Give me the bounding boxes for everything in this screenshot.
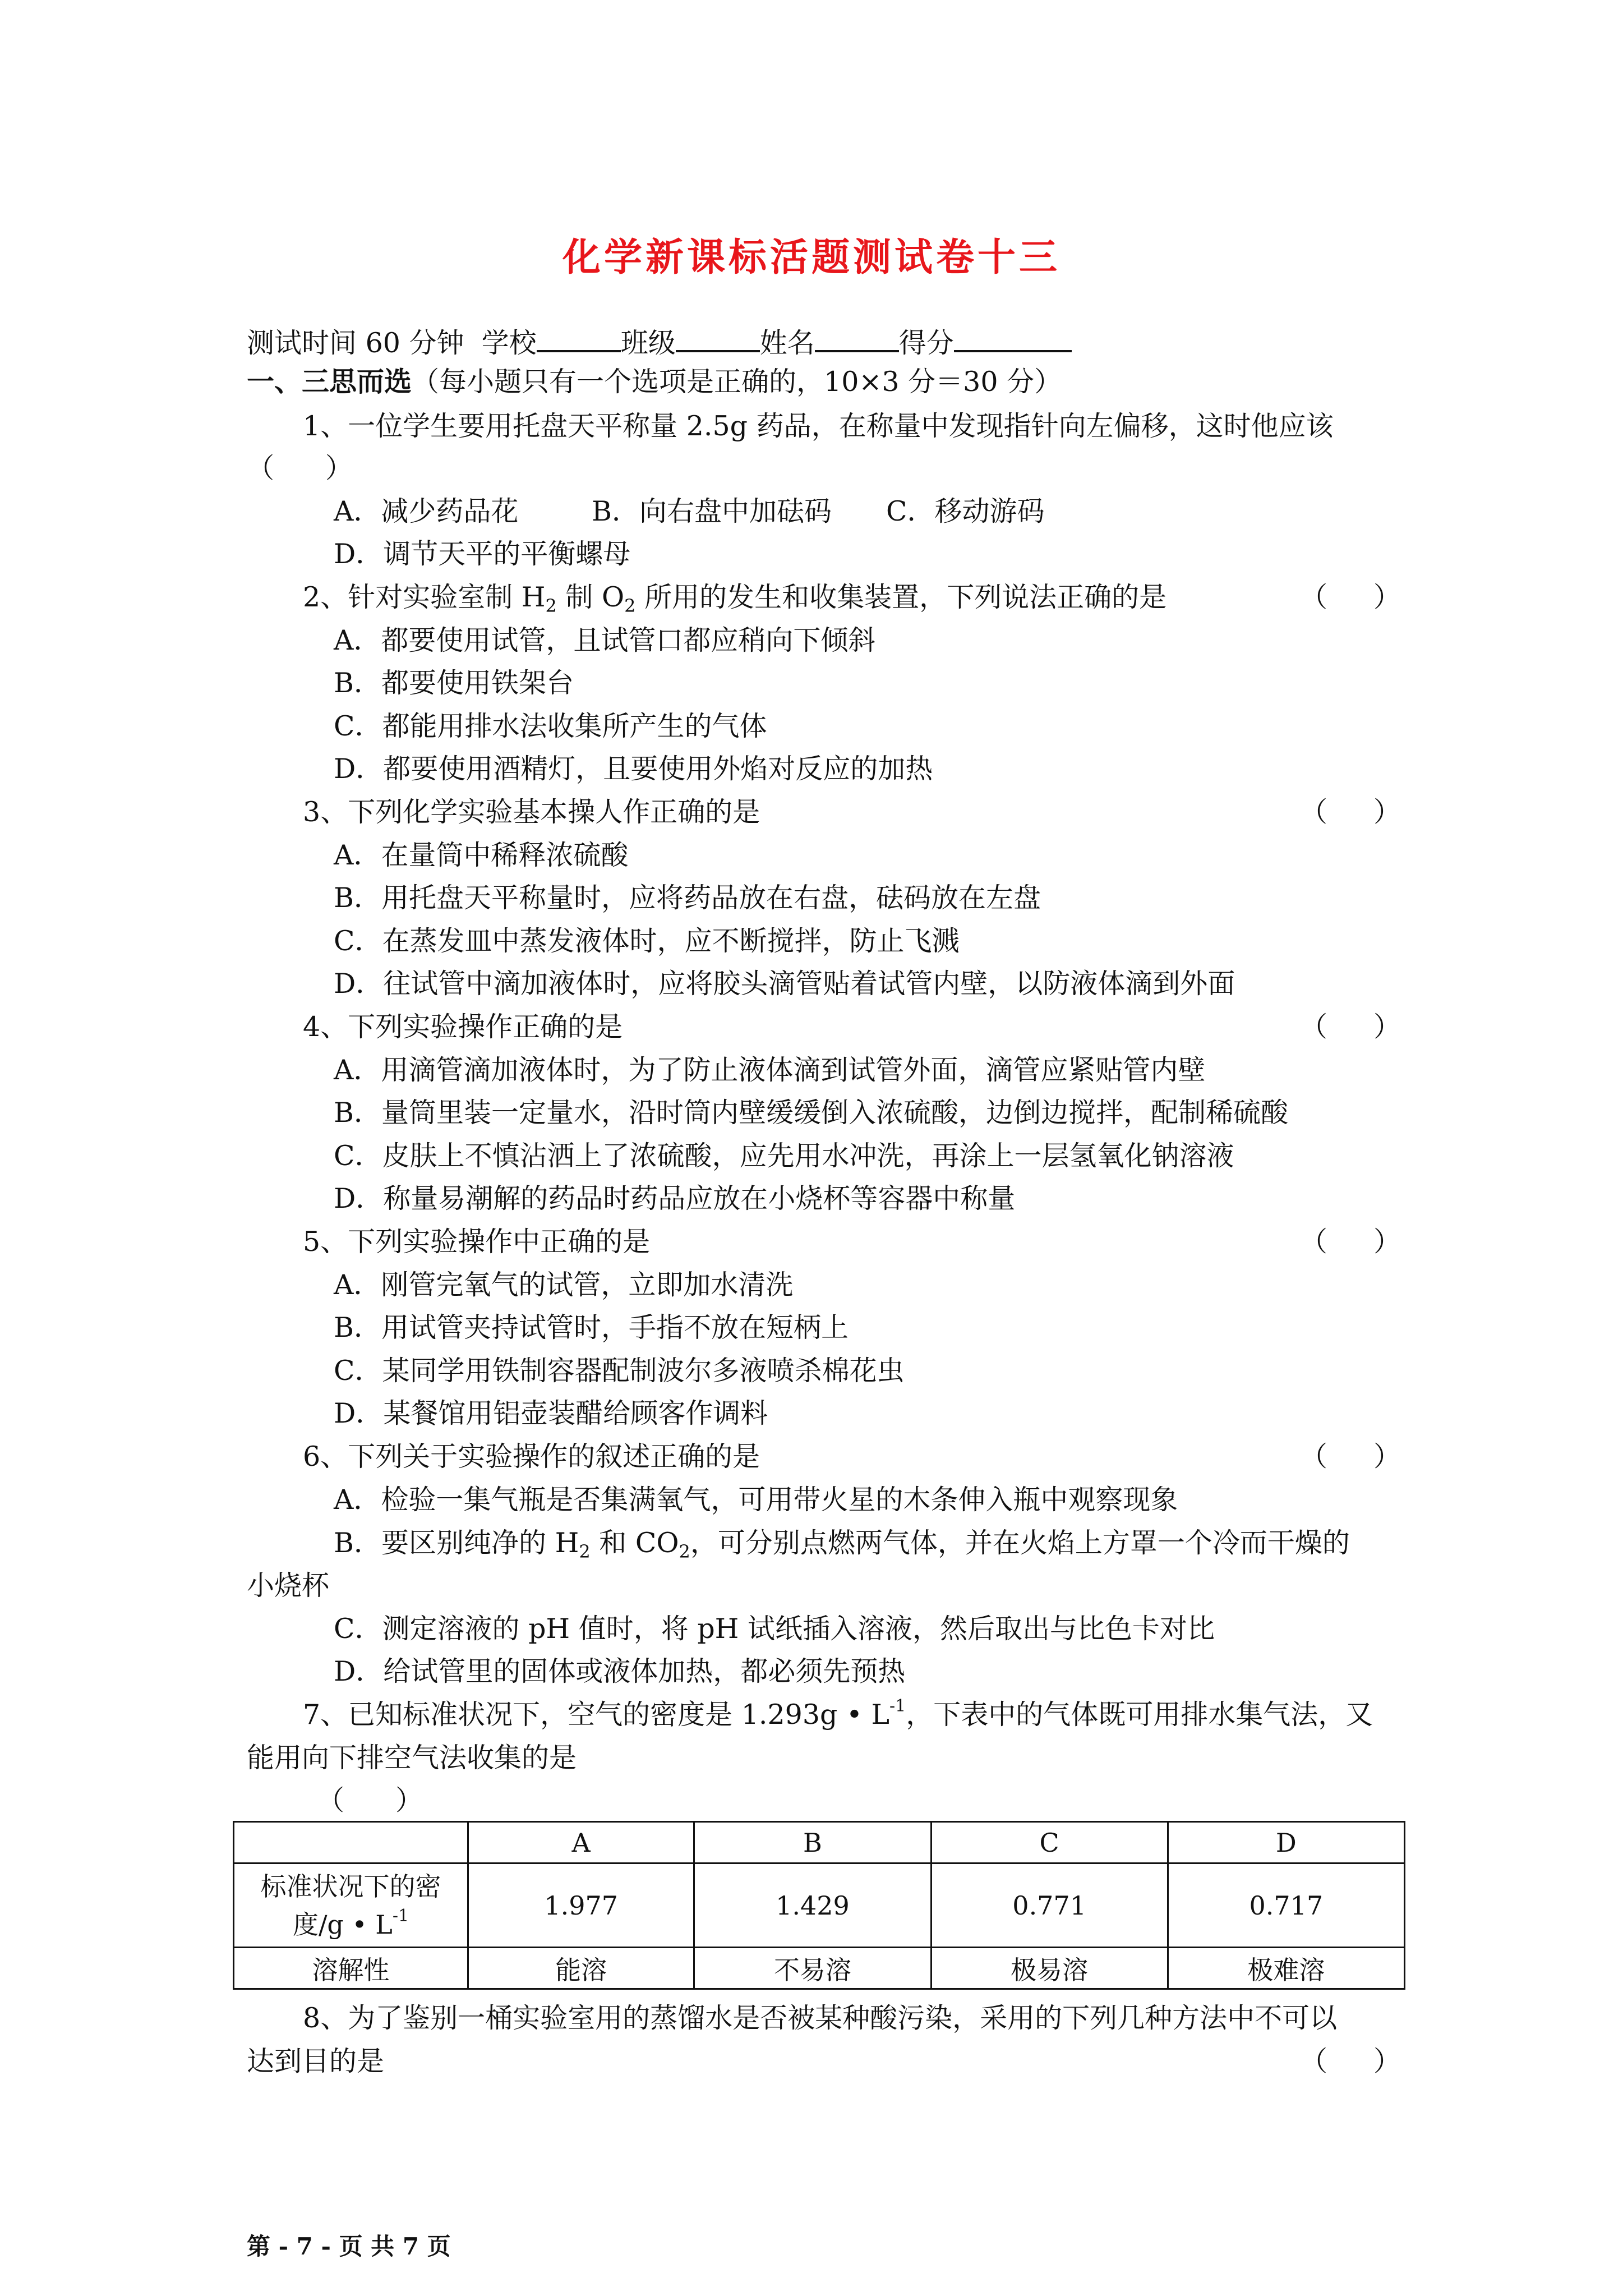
- q1-answer-paren: （ ）: [247, 452, 353, 484]
- q5-option-d: D．某餐馆用铝壶装醋给顾客作调料: [334, 1397, 768, 1429]
- q5-option-c: C．某同学用铁制容器配制波尔多液喷杀棉花虫: [334, 1355, 905, 1387]
- q3-option-b: B．用托盘天平称量时，应将药品放在右盘，砝码放在左盘: [334, 882, 1041, 914]
- gas-data-table: [233, 1821, 1405, 1990]
- section-note: （每小题只有一个选项是正确的，10×3 分＝30 分）: [412, 366, 1062, 398]
- q2-stem: 2、针对实验室制 $H_2$ 制 $O_2$ 所用的发生和收集装置，下列说法正确的是: [303, 581, 1167, 616]
- q2-option-d: D．都要使用酒精灯，且要使用外焰对反应的加热: [334, 753, 933, 785]
- q6-option-b-continued: 小烧杯: [247, 1570, 330, 1602]
- q4-option-c: C．皮肤上不慎沾洒上了浓硫酸，应先用水冲洗，再涂上一层氢氧化钠溶液: [334, 1140, 1234, 1172]
- table-cell: 1.977: [468, 1864, 694, 1948]
- table-header-cell: D: [1168, 1822, 1404, 1864]
- table-header-cell: [234, 1822, 468, 1864]
- table-header-cell: B: [694, 1822, 931, 1864]
- school-blank: [537, 324, 621, 352]
- q3-option-a: A．在量筒中稀释浓硫酸: [334, 839, 629, 871]
- q6-option-c: C．测定溶液的 pH 值时，将 pH 试纸插入溶液，然后取出与比色卡对比: [334, 1613, 1215, 1645]
- score-blank: [954, 324, 1072, 352]
- q4-option-a: A．用滴管滴加液体时，为了防止液体滴到试管外面，滴管应紧贴管内壁: [334, 1054, 1206, 1086]
- q2-option-b: B．都要使用铁架台: [334, 667, 574, 699]
- class-blank: [676, 324, 760, 352]
- school-label: 学校: [481, 327, 537, 359]
- table-row-label: 溶解性: [234, 1948, 468, 1989]
- q8-stem: 8、为了鉴别一桶实验室用的蒸馏水是否被某种酸污染，采用的下列几种方法中不可以: [303, 2002, 1338, 2034]
- q1-option-a: A．减少药品花: [334, 495, 519, 527]
- q6-option-d: D．给试管里的固体或液体加热，都必须先预热: [334, 1655, 906, 1687]
- q1-stem: 1、一位学生要用托盘天平称量 2.5g 药品，在称量中发现指针向左偏移，这时他应该: [303, 410, 1334, 442]
- page-title: 化学新课标活题测试卷十三: [562, 235, 1061, 280]
- q3-stem: 3、下列化学实验基本操人作正确的是: [303, 796, 760, 828]
- exam-info-line: [247, 324, 1072, 360]
- table-row: [234, 1948, 1405, 1989]
- q2-option-c: C．都能用排水法收集所产生的气体: [334, 710, 767, 742]
- q7-stem-continued: 能用向下排空气法收集的是: [247, 1742, 577, 1774]
- page-footer: 第 - 7 - 页 共 7 页: [247, 2233, 451, 2260]
- q4-option-b: B．量筒里装一定量水，沿时筒内壁缓缓倒入浓硫酸，边倒边搅拌，配制稀硫酸: [334, 1097, 1289, 1129]
- q5-stem: 5、下列实验操作中正确的是: [303, 1226, 651, 1258]
- q1-option-c: C．移动游码: [886, 495, 1045, 527]
- name-label: 姓名: [759, 327, 815, 359]
- q2-option-a: A．都要使用试管，且试管口都应稍向下倾斜: [334, 624, 876, 656]
- q6-option-a: A．检验一集气瓶是否集满氧气，可用带火星的木条伸入瓶中观察现象: [334, 1484, 1178, 1516]
- q4-option-d: D．称量易潮解的药品时药品应放在小烧杯等容器中称量: [334, 1182, 1016, 1214]
- table-cell: 不易溶: [694, 1948, 931, 1989]
- q8-stem-continued: 达到目的是: [247, 2045, 385, 2077]
- score-label: 得分: [898, 327, 954, 359]
- q3-option-d: D．往试管中滴加液体时，应将胶头滴管贴着试管内壁，以防液体滴到外面: [334, 968, 1235, 1000]
- q1-option-b: B．向右盘中加砝码: [592, 495, 832, 527]
- table-cell: 0.771: [931, 1864, 1168, 1948]
- section-title: 一、三思而选: [247, 365, 412, 398]
- q6-option-b: B．要区别纯净的 $H_2$ 和 $CO_2$，可分别点燃两气体，并在火焰上方罩一个冷而干燥的: [334, 1527, 1350, 1562]
- q1-option-d: D．调节天平的平衡螺母: [334, 538, 631, 570]
- table-row: [234, 1864, 1405, 1948]
- table-cell: 极易溶: [931, 1948, 1168, 1989]
- table-header-cell: C: [931, 1822, 1168, 1864]
- exam-time: 测试时间 60 分钟: [247, 327, 464, 359]
- q5-option-b: B．用试管夹持试管时，手指不放在短柄上: [334, 1312, 849, 1343]
- section-heading: [247, 365, 1062, 399]
- class-label: 班级: [620, 327, 676, 359]
- table-row-label: 标准状况下的密 度/g • $L^{-1}$: [234, 1864, 468, 1948]
- q7-answer-paren: （ ）: [317, 1784, 423, 1816]
- table-cell: 极难溶: [1168, 1948, 1404, 1989]
- table-cell: 能溶: [468, 1948, 694, 1989]
- q5-option-a: A．刚管完氧气的试管，立即加水清洗: [334, 1269, 794, 1301]
- table-header-row: [234, 1822, 1405, 1864]
- table-cell: 0.717: [1168, 1864, 1404, 1948]
- name-blank: [815, 324, 899, 352]
- q6-stem: 6、下列关于实验操作的叙述正确的是: [303, 1441, 760, 1473]
- q7-stem: 7、已知标准状况下，空气的密度是 1.293g • $L^{-1}$，下表中的气体既可用排水集气法，又: [303, 1696, 1373, 1731]
- q3-option-c: C．在蒸发皿中蒸发液体时，应不断搅拌，防止飞溅: [334, 925, 960, 957]
- table-header-cell: A: [468, 1822, 694, 1864]
- q4-stem: 4、下列实验操作正确的是: [303, 1011, 623, 1043]
- table-cell: 1.429: [694, 1864, 931, 1948]
